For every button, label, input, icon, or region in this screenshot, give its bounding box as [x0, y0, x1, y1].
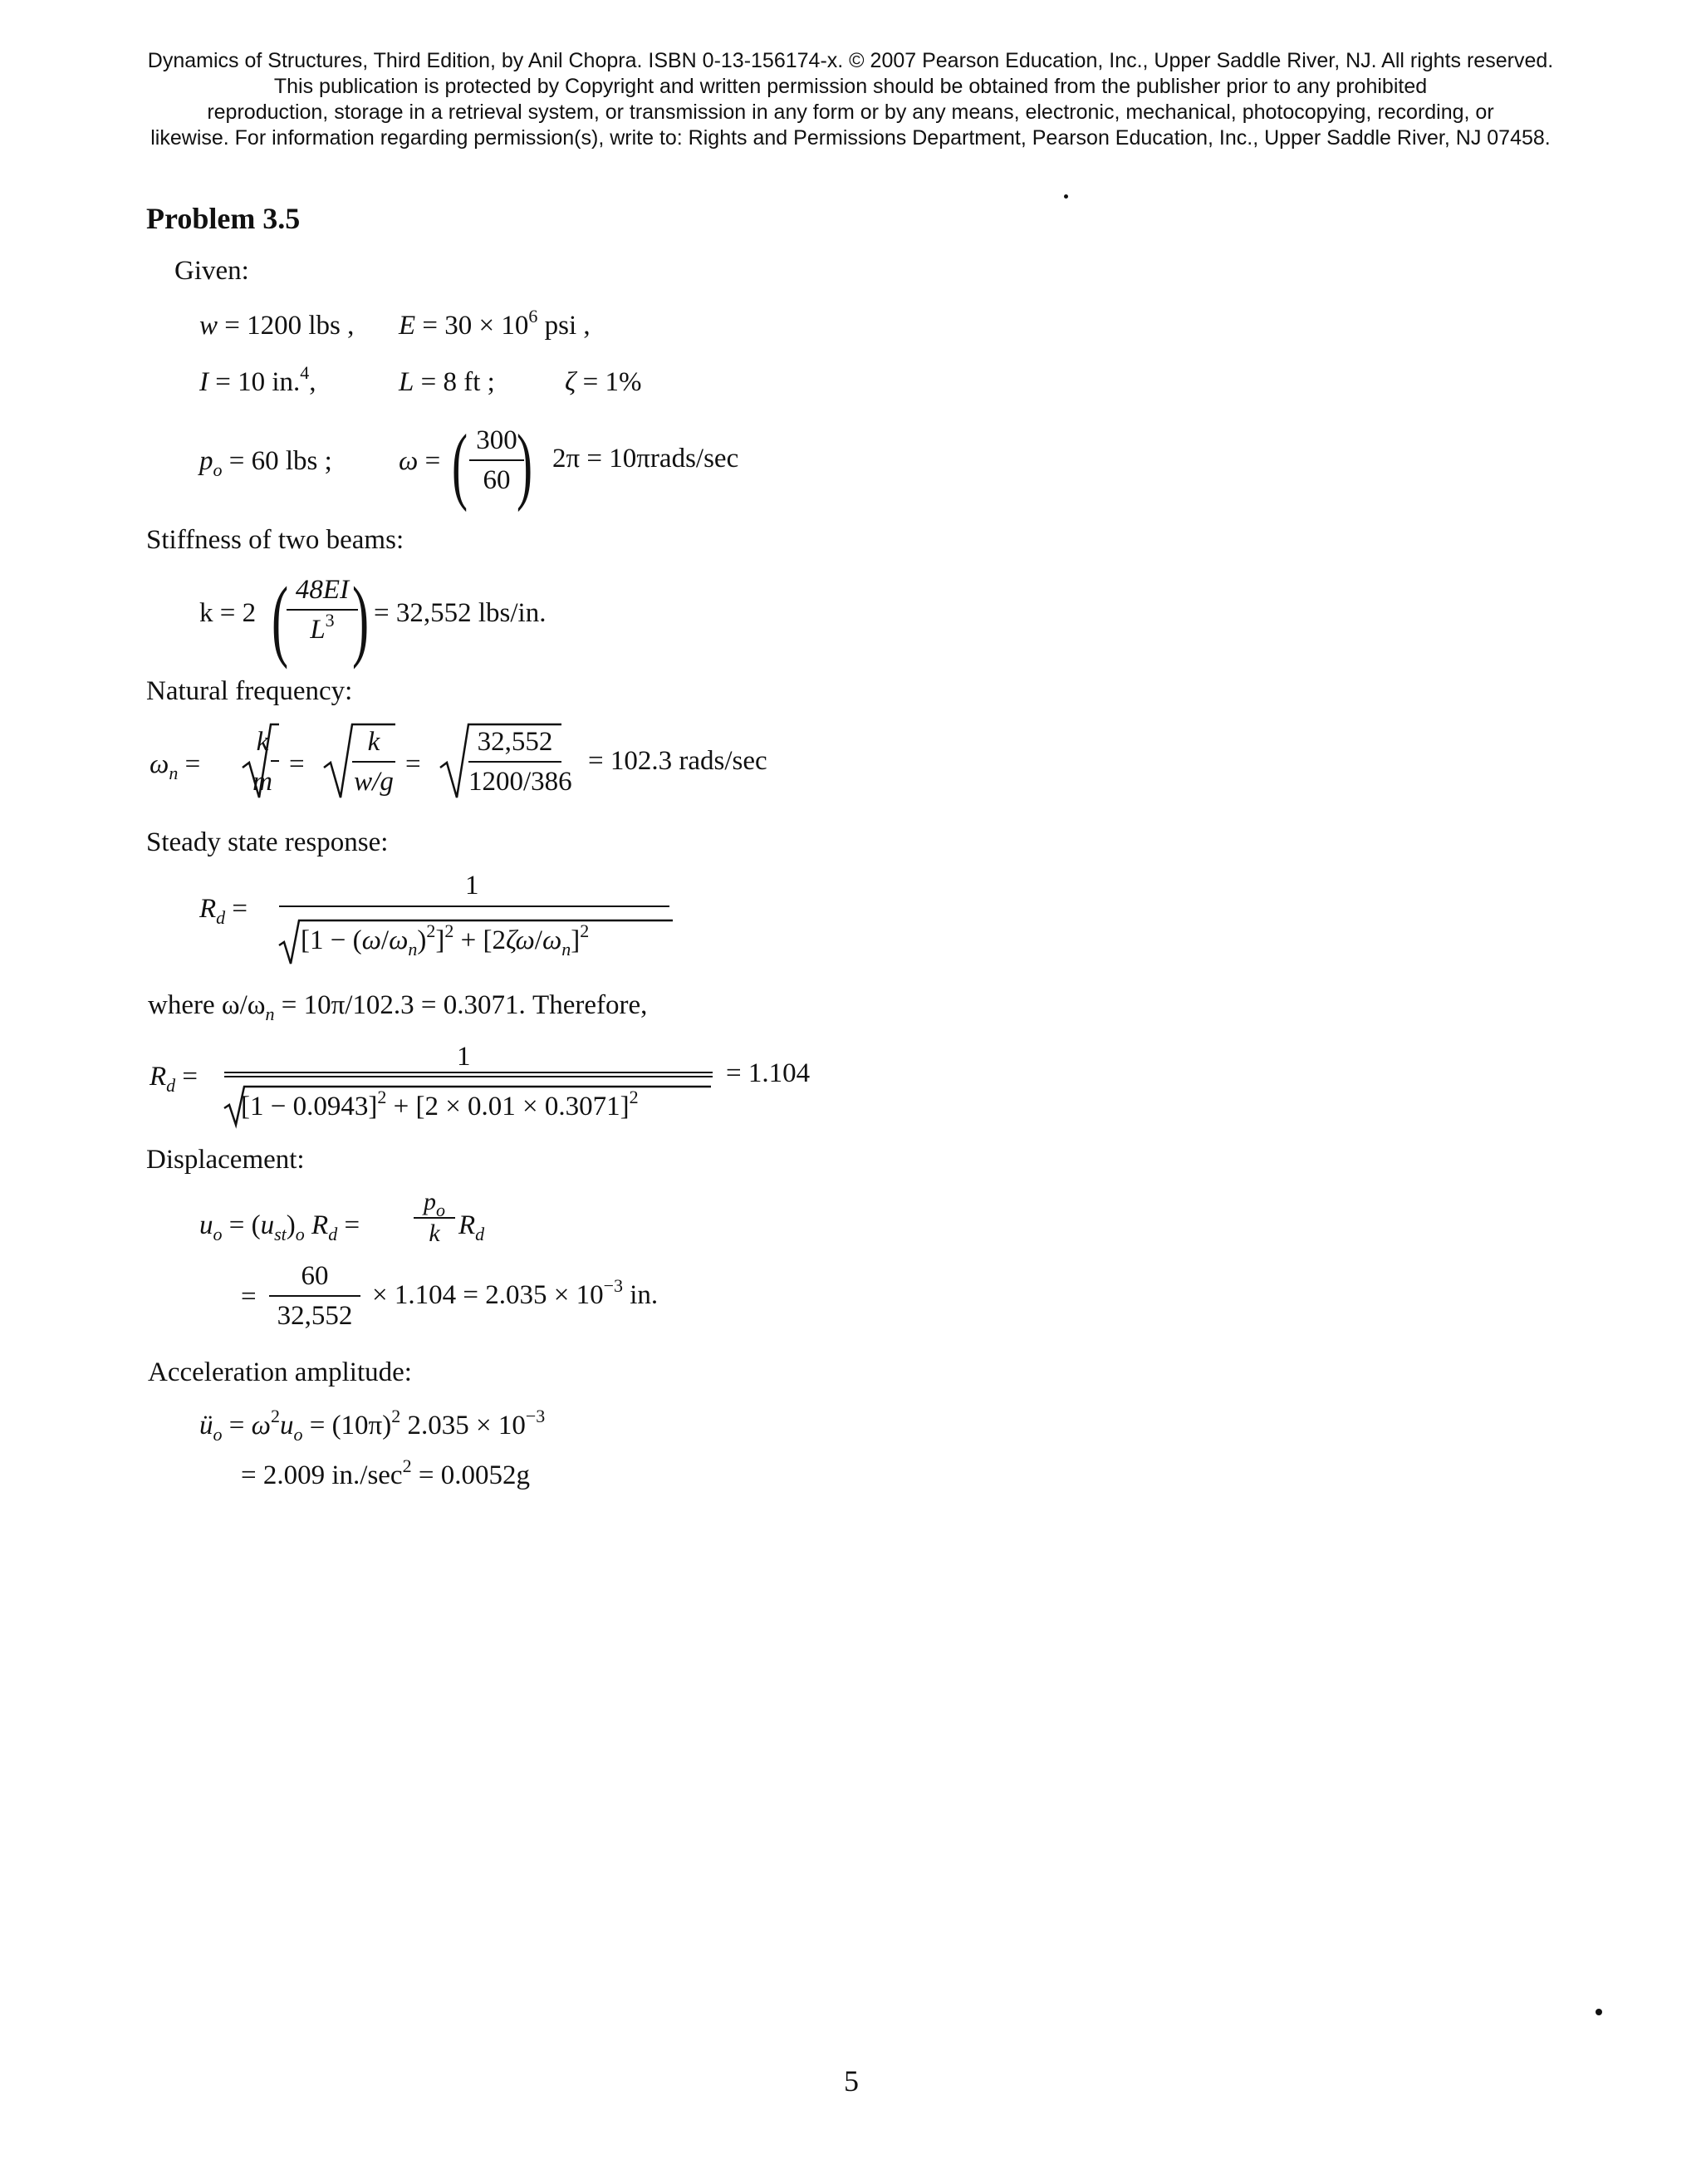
p0-over-k: $p_o$ k — [414, 1188, 455, 1248]
given-I: I = 10 in.$^4$, — [199, 362, 316, 397]
frequency-ratio: where $\omega/\omega_n = 10\pi/102.3 = 0.3071$. Therefore, — [148, 990, 648, 1024]
omega-result: 2π = 10πrads/sec — [552, 444, 739, 474]
given-omega-lhs: ω = — [399, 446, 441, 476]
u0-result: × $1.104 = 2.035 \times 10^{-3}$ in. — [372, 1275, 659, 1310]
rd-lhs: $R_d$ = — [199, 894, 248, 928]
displacement-label: Displacement: — [146, 1145, 305, 1175]
wn-numeric-fraction: 32,552 1200/386 — [468, 727, 572, 797]
rd-symbol: $R_d$ — [458, 1210, 485, 1244]
right-paren: ) — [517, 417, 533, 513]
given-L: L = 8 ft ; — [399, 367, 495, 397]
problem-title: Problem 3.5 — [146, 202, 301, 235]
stiffness-label: Stiffness of two beams: — [146, 525, 404, 555]
copyright-line: reproduction, storage in a retrieval system, or transmission in any form or by any means, electronic, mechanical, photocopying, recording, or — [207, 101, 1494, 124]
rd-value-lhs: $R_d$ = — [150, 1062, 199, 1096]
k-fraction: 48EI $L^3$ — [287, 573, 358, 646]
steady-state-label: Steady state response: — [146, 827, 389, 857]
acceleration-line-2: = 2.009 $in./\sec^2 = 0.0052g$ — [241, 1455, 530, 1490]
fraction-bar — [279, 906, 669, 907]
wn-result: = 102.3 rads/sec — [588, 746, 767, 776]
rd-numerator: 1 — [465, 871, 479, 901]
scan-speck — [1596, 2009, 1602, 2015]
equals-sign: = — [289, 749, 305, 779]
k-over-m: k m — [252, 727, 272, 797]
rd-result: = 1.104 — [726, 1058, 811, 1088]
given-zeta: ζ = 1% — [565, 367, 642, 397]
page-number: 5 — [844, 2064, 859, 2098]
given-label: Given: — [174, 256, 249, 286]
rd-value-numerator: 1 — [457, 1042, 471, 1072]
wn-lhs: $\omega_n$ = — [150, 749, 201, 783]
rd-value-denominator: $[1 - 0.0943]^2 + [2 \times 0.01 \times 0.3071]^2$ — [241, 1087, 639, 1121]
left-paren: ( — [272, 568, 289, 670]
copyright-notice — [50, 48, 1651, 151]
copyright-line: likewise. For information regarding permission(s), write to: Rights and Permissions Department, Pearson Education, Inc., Upper Saddle River, NJ 07458. — [150, 126, 1551, 150]
equals-sign: = — [241, 1282, 257, 1312]
omega-fraction: 300 60 — [469, 424, 524, 497]
copyright-line: This publication is protected by Copyright and written permission should be obtained from the publisher prior to any prohibited — [273, 75, 1428, 98]
scan-speck — [1064, 194, 1068, 199]
given-w: w = 1200 lbs , — [199, 311, 355, 341]
given-E: $E = 30 \times 10^6$ psi , — [399, 306, 591, 341]
acceleration-label: Acceleration amplitude: — [148, 1357, 412, 1387]
k-lhs: k = 2 — [199, 598, 257, 628]
fraction-bar — [271, 760, 279, 762]
u0-fraction: 60 32,552 — [269, 1259, 360, 1332]
k-result: = 32,552 lbs/in. — [374, 598, 547, 628]
equals-sign: = — [405, 749, 421, 779]
rd-denominator: $[1 - (\omega/\omega_n)^2]^2 + [2\zeta\omega/\omega_n]^2$ — [301, 920, 590, 959]
left-paren: ( — [452, 417, 468, 513]
given-p0: $p_o = 60$ lbs ; — [199, 446, 332, 480]
fraction-bar — [224, 1072, 713, 1077]
k-over-wg: k w/g — [352, 725, 395, 798]
copyright-line: Dynamics of Structures, Third Edition, by Anil Chopra. ISBN 0-13-156174-x. © 2007 Pearson Education, Inc., Upper Saddle River, NJ. All rights reserved. — [147, 49, 1554, 72]
right-paren: ) — [352, 568, 370, 670]
u0-equation: $u_o = (u_{st})_o$ $R_d$ = — [199, 1210, 360, 1244]
acceleration-line-1: $ü_o = \omega^2u_o = (10\pi)^2$ $2.035 \times 10^{-3}$ — [199, 1406, 546, 1445]
natural-frequency-label: Natural frequency: — [146, 676, 353, 706]
